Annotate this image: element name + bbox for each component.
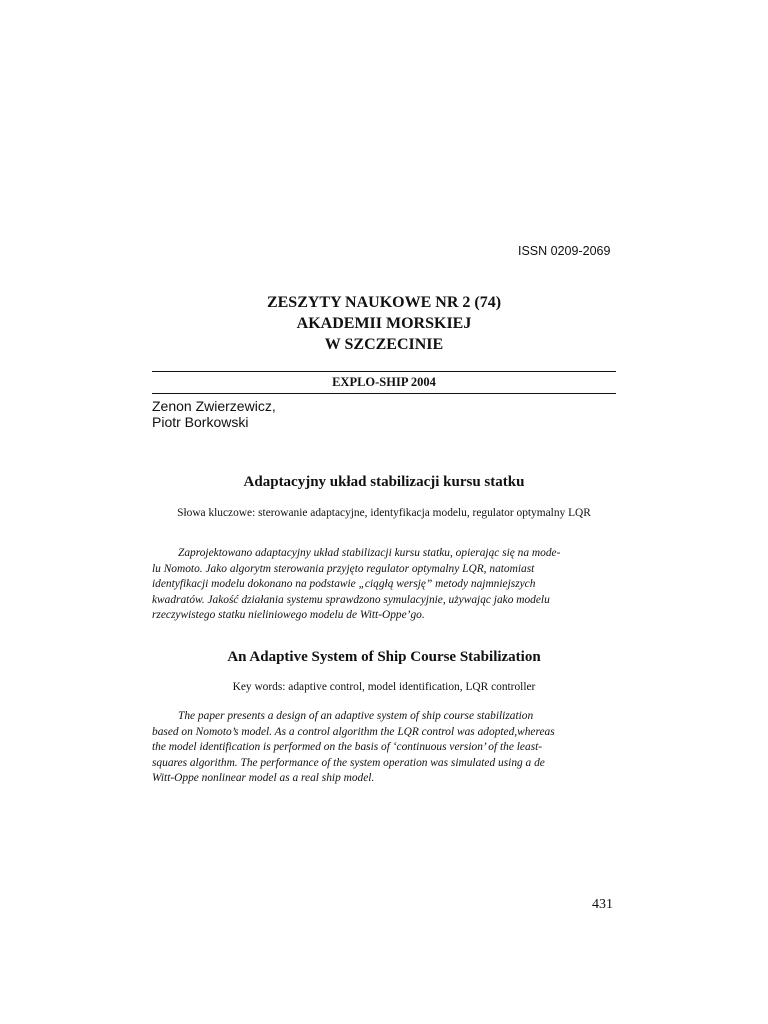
author-list bbox=[152, 398, 276, 430]
header-rule-bottom bbox=[152, 393, 616, 394]
abstract-polish bbox=[152, 546, 616, 624]
abstract-line: kwadratów. Jakość działania systemu sprawdzono symulacyjnie, używając jako modelu bbox=[152, 593, 550, 606]
paper-title-english: An Adaptive System of Ship Course Stabilization bbox=[227, 649, 541, 665]
abstract-line: identyfikacji modelu dokonano na podstawie „ciągłą wersję” metody najmniejszych bbox=[152, 578, 536, 590]
journal-title-line-1: ZESZYTY NAUKOWE NR 2 (74) bbox=[266, 294, 502, 311]
header-rule-top bbox=[152, 371, 616, 372]
abstract-line: lu Nomoto. Jako algorytm sterowania przyjęto regulator optymalny LQR, natomiast bbox=[152, 562, 535, 575]
abstract-english bbox=[152, 709, 616, 787]
author-name: Piotr Borkowski bbox=[152, 414, 249, 430]
conference-name: EXPLO-SHIP 2004 bbox=[332, 375, 436, 389]
abstract-line: the model identification is performed on the basis of ‘continuous version’ of the least- bbox=[152, 741, 543, 753]
keywords-english: Key words: adaptive control, model identification, LQR controller bbox=[232, 681, 536, 693]
keywords-polish: Słowa kluczowe: sterowanie adaptacyjne, identyfikacja modelu, regulator optymalny LQR bbox=[177, 507, 591, 519]
issn-label: ISSN 0209-2069 bbox=[518, 244, 611, 258]
page-number: 431 bbox=[592, 897, 613, 912]
journal-title-line-2: AKADEMII MORSKIEJ bbox=[296, 315, 472, 332]
abstract-line: Witt-Oppe nonlinear model as a real ship model. bbox=[152, 772, 375, 784]
abstract-line: squares algorithm. The performance of the system operation was simulated using a de bbox=[152, 756, 545, 769]
paper-title-polish: Adaptacyjny układ stabilizacji kursu statku bbox=[243, 474, 525, 490]
journal-title bbox=[150, 292, 618, 355]
journal-title-line-3: W SZCZECINIE bbox=[324, 336, 444, 353]
abstract-line: based on Nomoto’s model. As a control algorithm the LQR control was adopted,whereas bbox=[152, 725, 555, 738]
abstract-line: Zaprojektowano adaptacyjny układ stabilizacji kursu statku, opierając się na mode- bbox=[178, 547, 561, 559]
abstract-line: The paper presents a design of an adaptive system of ship course stabilization bbox=[178, 710, 534, 722]
abstract-line: rzeczywistego statku nieliniowego modelu de Witt-Oppe’go. bbox=[152, 609, 425, 621]
author-name: Zenon Zwierzewicz, bbox=[152, 398, 276, 414]
